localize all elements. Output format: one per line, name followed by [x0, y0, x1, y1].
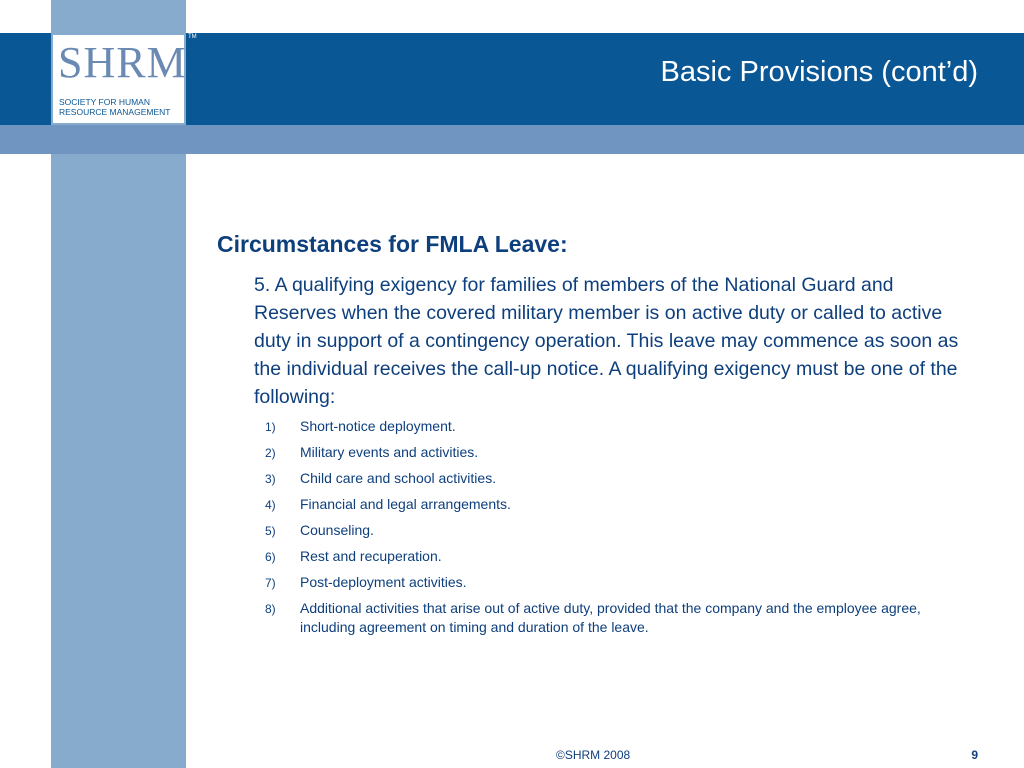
- logo-letters: SHRM: [58, 38, 187, 87]
- list-item: [265, 573, 977, 593]
- list-item-text: Rest and recuperation.: [300, 548, 442, 564]
- list-item-number: 6): [265, 550, 276, 564]
- list-item-text: Military events and activities.: [300, 444, 479, 460]
- slide-content: [217, 229, 977, 643]
- list-item-text: Child care and school activities.: [300, 470, 497, 486]
- exigency-list: [265, 417, 977, 637]
- slide-title: Basic Provisions (cont’d): [660, 56, 978, 88]
- footer-copyright: ©SHRM 2008: [556, 748, 631, 762]
- list-item-text: Financial and legal arrangements.: [300, 496, 511, 512]
- list-item: [265, 417, 977, 437]
- sub-band: [0, 125, 1024, 154]
- list-item: [265, 599, 977, 637]
- section-heading: Circumstances for FMLA Leave:: [217, 231, 568, 257]
- list-item-number: 1): [265, 420, 276, 434]
- list-item-text: Additional activities that arise out of active duty, provided that the company and the employee agree, including agreement on timing and duration of the leave.: [300, 600, 921, 635]
- list-item: [265, 443, 977, 463]
- list-item: [265, 521, 977, 541]
- logo-tagline: SOCIETY FOR HUMAN RESOURCE MANAGEMENT: [59, 97, 171, 117]
- list-item-number: 7): [265, 576, 276, 590]
- list-item-number: 5): [265, 524, 276, 538]
- list-item-text: Counseling.: [300, 522, 374, 538]
- logo-trademark: TM: [188, 34, 197, 40]
- logo-box: [53, 35, 187, 123]
- list-item: [265, 495, 977, 515]
- body-paragraph: 5. A qualifying exigency for families of members of the National Guard and Reserves when the covered military member is on active duty or called to active duty in support of a contingency operation. This leave may commence as soon as the individual receives the call-up notice. A qualifying exigency must be one of the following:: [254, 274, 959, 408]
- shrm-logo: [51, 33, 186, 125]
- list-item-text: Post-deployment activities.: [300, 574, 467, 590]
- list-item-number: 8): [265, 602, 276, 616]
- list-item-number: 4): [265, 498, 276, 512]
- list-item-number: 3): [265, 472, 276, 486]
- page-number: 9: [971, 748, 978, 762]
- list-item-number: 2): [265, 446, 276, 460]
- list-item-text: Short-notice deployment.: [300, 418, 456, 434]
- list-item: [265, 547, 977, 567]
- list-item: [265, 469, 977, 489]
